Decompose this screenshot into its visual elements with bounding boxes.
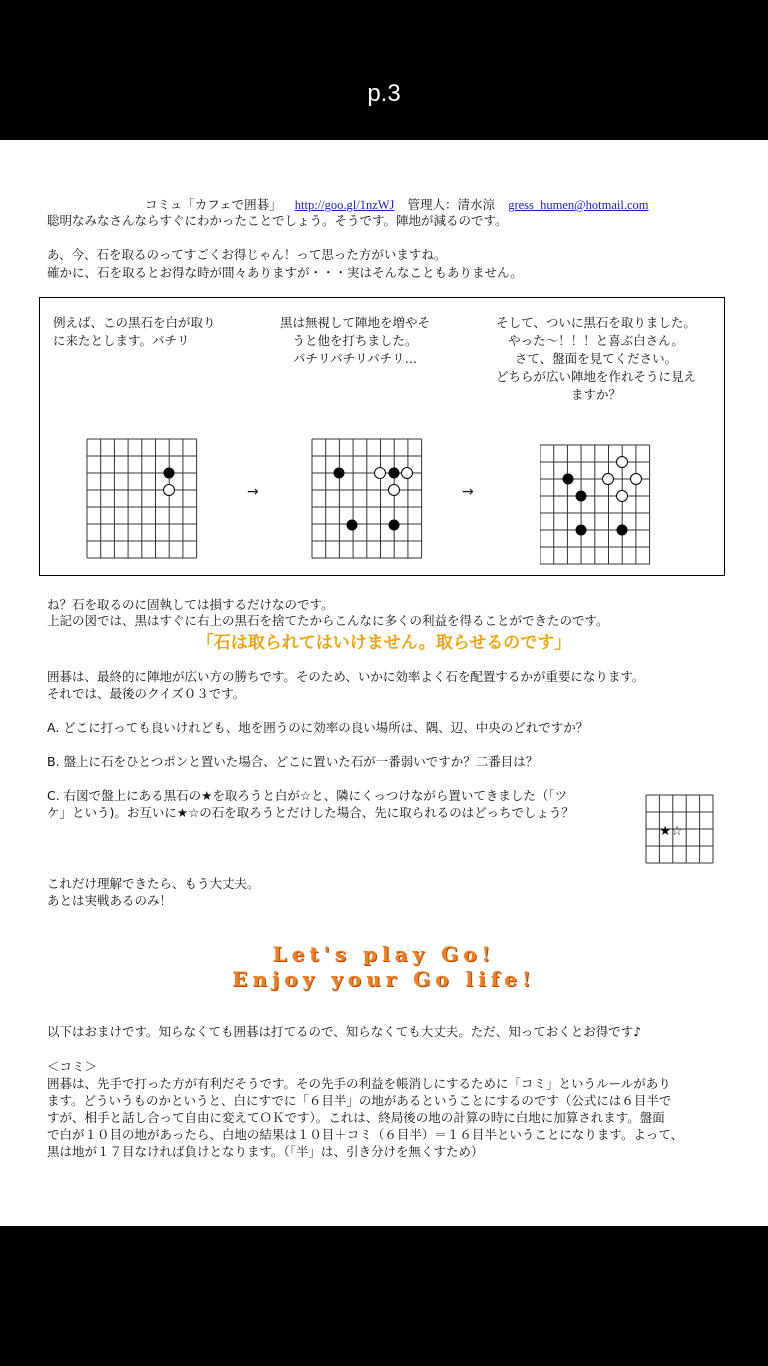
komi-title: ＜コミ＞ [47,1059,98,1074]
black-stone [164,468,175,479]
black-stone [389,520,400,531]
admin-label: 管理人：清水涼 [407,198,496,212]
caption-3: そして、ついに黒石を取りました。 やった～！！！と喜ぶ白さん。 さて、盤面を見てください。 どちらが広い陣地を作れそうに見え ますか？ [495,315,696,402]
black-stone [389,468,400,479]
enjoy-go-life: Enjoy your Go life! [232,967,536,991]
black-stone [334,468,345,479]
black-stone [576,525,587,536]
go-board-1 [85,436,201,564]
community-name: コミュ「カフェで囲碁」 [145,198,282,212]
black-stone [617,525,628,536]
caption-1: 例えば、この黒石を白が取り に来たとします。パチリ [53,315,216,348]
go-board-quiz [644,792,716,868]
figure-box [39,297,725,576]
document-page [0,140,768,1226]
black-stone [347,520,358,531]
white-stone [375,468,386,479]
komi-line-4: で白が１０目の地があったら、白地の結果は１０目＋コミ（６目半）＝１６目半ということになります。よって、 [47,1127,684,1142]
community-link[interactable]: http://goo.gl/1nzWJ [294,198,395,212]
white-stone [402,468,413,479]
quiz-marks: ★☆ [659,824,683,839]
closing-line-1: これだけ理解できたら、もう大丈夫。 [47,876,260,891]
komi-line-3: すが、相手と話し合って自由に変えてＯＫです）。これは、終局後の地の計算の時に白地に加算されます。盤面 [47,1110,665,1125]
email-link[interactable]: gress_humen@hotmail.com [508,198,649,212]
black-stone [576,491,587,502]
black-stone [563,474,574,485]
after-line-2: 上記の図では、黒はすぐに右上の黒石を捨てたからこんなに多くの利益を得ることができたのです。 [47,613,609,628]
page-number: p.3 [367,80,401,107]
arrow-2: → [462,484,474,500]
top-bar [0,0,768,140]
lets-play-go: Let's play Go! [272,942,496,966]
rules-line-2: それでは、最後のクイズ０３です。 [47,686,246,701]
header-line [145,195,649,213]
white-stone [389,485,400,496]
bonus-line: 以下はおまけです。知らなくても囲碁は打てるので、知らなくても大丈夫。ただ、知っておくとお得です♪ [47,1024,642,1039]
quiz-c-line-1: C. 右図で盤上にある黒石の★を取ろうと白が☆と、隣にくっつけながら置いてきました（「ツ [47,788,568,803]
intro-line-2: あ、今、石を取るのってすごくお得じゃん！って思った方がいますね。 [47,247,447,262]
intro-line-3: 確かに、石を取るとお得な時が間々ありますが・・・実はそんなこともありません。 [47,265,523,280]
white-stone [603,474,614,485]
caption-2: 黒は無視して陣地を増やそ うと他を打ちました。 パチリパチリパチリ… [280,315,431,366]
white-stone [617,457,628,468]
quiz-b: B. 盤上に石をひとつポンと置いた場合、どこに置いた石が一番弱いですか？二番目は？ [47,754,539,769]
komi-line-5: 黒は地が１７目なければ負けとなります。（「半」は、引き分けを無くすため） [47,1144,484,1159]
rules-line-1: 囲碁は、最終的に陣地が広い方の勝ちです。そのため、いかに効率よく石を配置するかが重要になります。 [47,669,645,684]
komi-line-2: ます。どういうものかというと、白にすでに「６目半」の地があるということにするのです（公式には６目半で [47,1093,672,1108]
komi-line-1: 囲碁は、先手で打った方が有利だそうです。その先手の利益を帳消しにするために「コミ」というルールがあり [47,1076,671,1091]
quiz-a: A. どこに打っても良いけれども、地を囲うのに効率の良い場所は、隅、辺、中央のどれですか？ [47,720,589,735]
white-stone [631,474,642,485]
white-stone [164,485,175,496]
intro-line-1: 聡明なみなさんならすぐにわかったことでしょう。そうです。陣地が減るのです。 [47,213,508,228]
go-board-2 [310,436,426,564]
white-stone [617,491,628,502]
after-line-1: ね？石を取るのに固執しては損するだけなのです。 [47,597,334,612]
go-board-3 [540,442,656,570]
closing-line-2: あとは実戦あるのみ！ [47,893,173,908]
slogan: 「石は取られてはいけません。取らせるのです」 [196,633,572,653]
quiz-c-line-2: ケ」という)。お互いに★☆の石を取ろうとだけした場合、先に取られるのはどっちでしょう？ [47,805,574,820]
arrow-1: → [247,484,259,500]
